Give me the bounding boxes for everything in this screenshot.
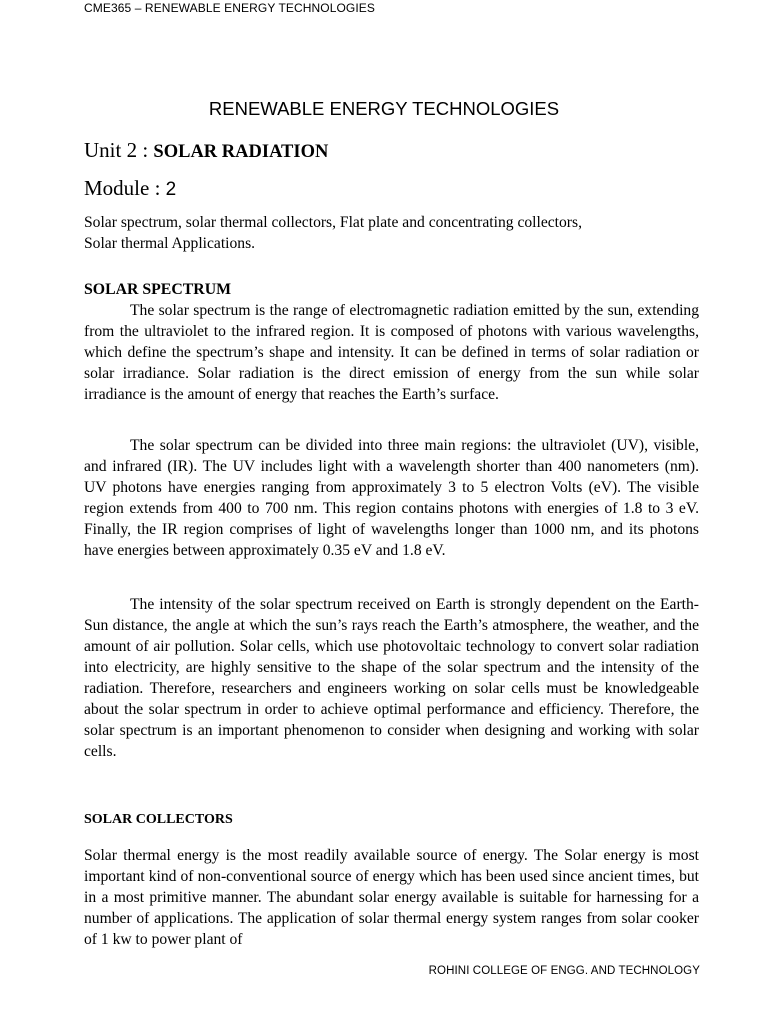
unit-name: SOLAR RADIATION bbox=[153, 142, 329, 162]
module-heading bbox=[84, 176, 176, 201]
unit-label: Unit 2 : bbox=[84, 138, 154, 162]
paragraph: The solar spectrum can be divided into three main regions: the ultraviolet (UV), visible, and infrared (IR). The UV includes light with a wavelength shorter than 400 nanometers (nm). UV photons have energies ranging from approximately 3 to 5 electron Volts (eV). The visible region extends from 400 to 700 nm. This region contains photons with energies of 1.8 to 3 eV. Finally, the IR region comprises of light of wavelengths longer than 1000 nm, and its photons have energies between approximately 0.35 eV and 1.8 eV. bbox=[84, 437, 699, 559]
document-title: RENEWABLE ENERGY TECHNOLOGIES bbox=[208, 98, 560, 119]
running-footer: ROHINI COLLEGE OF ENGG. AND TECHNOLOGY bbox=[428, 965, 700, 977]
paragraph: Solar thermal energy is the most readily available source of energy. The Solar energy is most important kind of non-conventional source of energy which has been used since ancient times, but in a most primitive manner. The abundant solar energy available is suitable for harnessing for a number of applications. The application of solar thermal energy system ranges from solar cooker of 1 kw to power plant of bbox=[84, 847, 699, 948]
syllabus-line: Solar thermal Applications. bbox=[84, 235, 256, 252]
unit-heading bbox=[84, 138, 328, 163]
section-heading-solar-spectrum: SOLAR SPECTRUM bbox=[84, 281, 232, 298]
running-header: CME365 – RENEWABLE ENERGY TECHNOLOGIES bbox=[84, 1, 375, 15]
module-number: 2 bbox=[165, 179, 177, 200]
syllabus-line: Solar spectrum, solar thermal collectors, Flat plate and concentrating collectors, bbox=[84, 214, 582, 231]
paragraph: The intensity of the solar spectrum received on Earth is strongly dependent on the Earth-Sun distance, the angle at which the sun’s rays reach the Earth’s atmosphere, the weather, and the amount of air pollution. Solar cells, which use photovoltaic technology to convert solar radiation into electricity, are highly sensitive to the shape of the solar spectrum and the intensity of the radiation. Therefore, researchers and engineers working on solar cells must be knowledgeable about the solar spectrum in order to achieve optimal performance and efficiency. Therefore, the solar spectrum is an important phenomenon to consider when designing and working with solar cells. bbox=[84, 596, 699, 760]
section-heading-solar-collectors: SOLAR COLLECTORS bbox=[84, 812, 233, 827]
paragraph: The solar spectrum is the range of electromagnetic radiation emitted by the sun, extending from the ultraviolet to the infrared region. It is composed of photons with various wavelengths, which define the spectrum’s shape and intensity. It can be defined in terms of solar radiation or solar irradiance. Solar radiation is the direct emission of energy from the sun while solar irradiance is the amount of energy that reaches the Earth’s surface. bbox=[84, 302, 699, 403]
syllabus-topics bbox=[84, 212, 704, 254]
module-label: Module : bbox=[84, 176, 166, 200]
